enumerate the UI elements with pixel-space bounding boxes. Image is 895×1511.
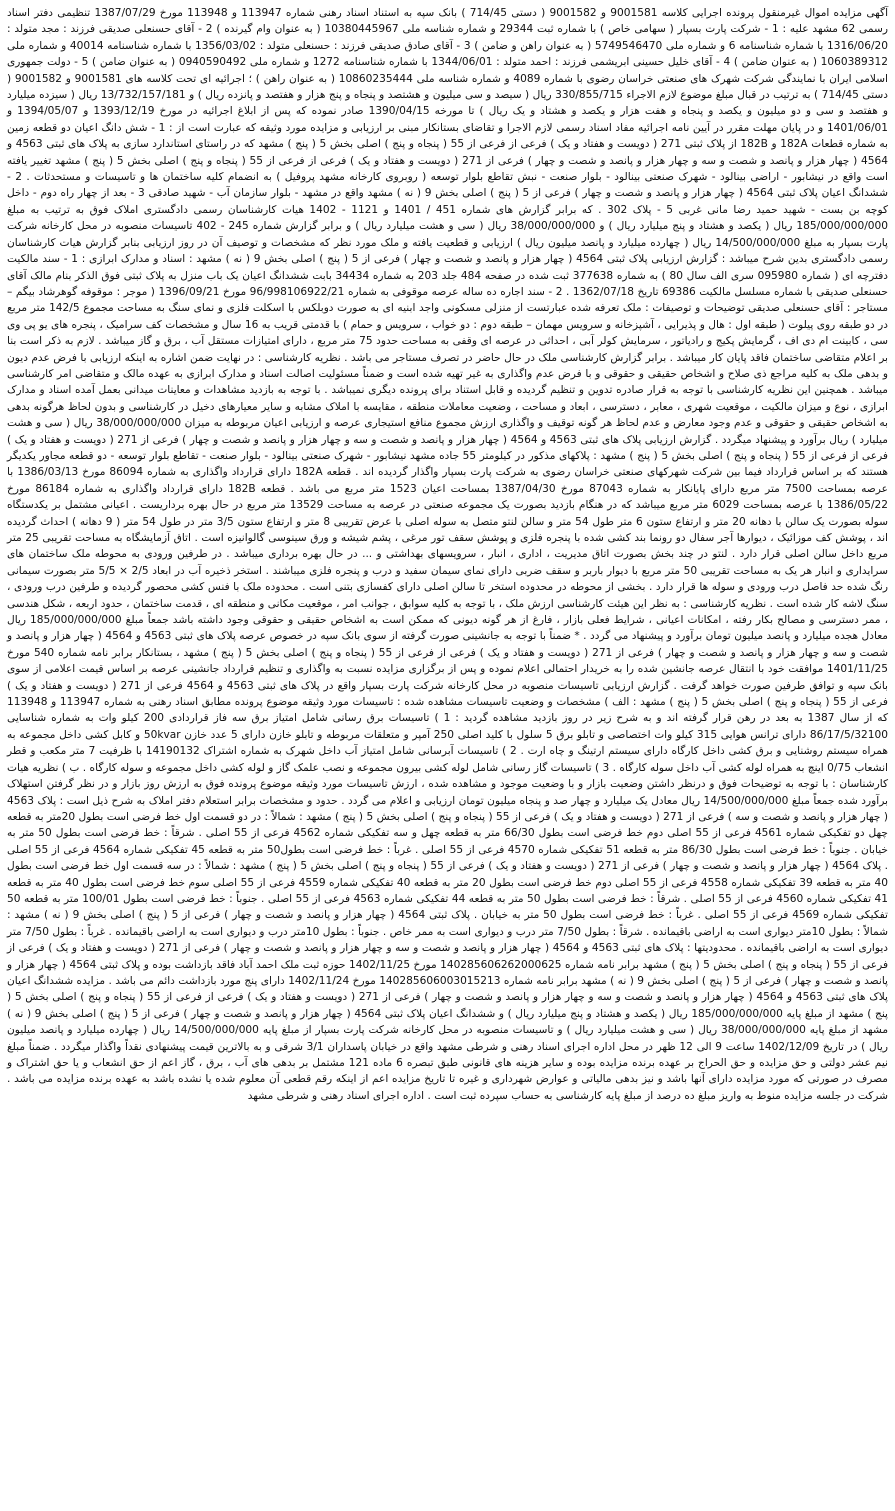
auction-notice-text: آگهی مزایده اموال غیرمنقول پرونده اجرایی کلاسه 9001581 و 9001582 ( دستی 714/45 ) بانک سپه به استناد اسناد رهنی شماره 113947 و 113948 مورخ 1387/07/29 تنظیمی دفتر اسناد رسمی 62 مشهد علیه : 1 - شرکت پارت بسپار ( سهامی خاص ) با شماره ثبت 29344 و شماره شناسه ملی 10380445967 ( به عنوان وام گیرنده ) 2 - آقای حسنعلی صدیقی فرزند : مجد متولد : 1316/06/20 با شماره شناسنامه 6 و شماره ملی 5749546470 ( به عنوان راهن و ضامن ) 3 - آقای صادق صدیقی فرزند : حسنعلی متولد : 1356/03/02 با شماره شناسنامه 40014 و شماره ملی 1060389312 ( به عنوان ضامن ) 4 - آقای خلیل حسینی ابریشمی فرزند : احمد متولد : 1344/06/01 با شماره شناسنامه 1272 و شماره ملی 0940590492 ( به عنوان ضامن ) 5 - دولت جمهوری اسلامی ایران با نمایندگی شرکت شهرک های صنعتی خراسان رضوی با شماره 4089 و شماره شناسه ملی 10860235444 ( به عنوان راهن ) ؛ اجرائیه ای تحت کلاسه های 9001581 و 9001582 ( دستی 714/45 ) به ترتیب در قبال مبلغ موضوع لازم الاجراء 330/855/715 ریال ( سیصد و سی میلیون و هشتصد و پنجاه و پنج هزار و هفتصد و پانزده ریال ) و 13/732/157/181 ریال ( سیزده میلیارد و هفتصد و سی و دو میلیون و یکصد و پنجاه و هفت هزار و یکصد و هشتاد و یک ریال ) تا مورخه 1390/04/15 صادر نموده که پس از ابلاغ اجرائیه در مورخ 1393/12/19 و 1394/05/07 و 1401/06/01 و در پایان مهلت مقرر در آیین نامه اجرائیه مفاد اسناد رسمی لازم الاجرا و تقاضای بستانکار مبنی بر ارزیابی و مزایده مورد وثیقه که عبارت است از : 1 - شش دانگ اعیان دو قطعه زمین به شماره قطعات 182A و 182B از پلاک ثبتی 271 ( دویست و هفتاد و یک ) فرعی از فرعی از 55 ( پنجاه و پنج ) اصلی بخش 5 ( پنج ) مشهد که در راستای استاندارد سازی به پلاک های ثبتی 4563 و 4564 ( چهار هزار و پانصد و شصت و سه و چهار هزار و پانصد و شصت و چهار ) فرعی از 271 ( دویست و هفتاد و یک ) فرعی از فرعی از 55 ( پنجاه و پنج ) اصلی بخش 5 ( پنج ) مشهد تغییر یافته است واقع در نیشابور - اراضی بینالود - شهرک صنعتی بینالود - بلوار صنعت - نبش تقاطع بلوار توسعه ( روبروی کارخانه مشهد پروفیل ) به انضمام کلیه ساختمان ها و تاسیسات و مستحدثات . 2 - ششدانگ اعیان پلاک ثبتی 4564 ( چهار هزار و پانصد و شصت و چهار ) فرعی از 5 ( پنج ) اصلی بخش 9 ( نه ) مشهد واقع در مشهد - بلوار سازمان آب - شهید صادقی 3 - بعد از چهار راه دوم - داخل کوچه بن بست - شهید حمید رضا مانی غربی 5 - پلاک 302 . که برابر گزارش های شماره 451 / 1401 و 1121 - 1402 هیات کارشناسان رسمی دادگستری املاک فوق به ترتیب به مبلغ 185/000/000/000 ریال ( یکصد و هشتاد و پنج میلیارد ریال ) و 38/000/000/000 ریال ( سی و هشت میلیارد ریال ) و برابر گزارش شماره 245 - 402 تاسیسات منصوبه در محل کارخانه شرکت پارت بسپار به مبلغ 14/500/000/000 ریال ( چهارده میلیارد و پانصد میلیون ریال ) ارزیابی و قطعیت یافته و ملک مورد نظر که مشخصات و توصیف آن در روز ارزیابی بنابر گزارش هیات کارشناسان رسمی دادگستری بدین شرح میباشد : گزارش ارزیابی پلاک ثبتی 4564 ( چهار هزار و پانصد و شصت و چهار ) فرعی از 5 ( پنج ) اصلی بخش 9 ( نه ) مشهد : اسناد و مدارک ابرازی : 1 - سند مالکیت دفترچه ای ( شماره 095980 سری الف سال 80 ) به شماره 377638 ثبت شده در صفحه 484 جلد 203 به شماره 34434 بابت ششدانگ اعیان یک باب منزل به پلاک ثبتی فوق الذکر بنام مالک آقای حسنعلی صدیقی با شماره مسلسل مالکیت 69386 تاریخ 1362/07/18 . 2 - سند اجاره ده ساله عرصه موقوفی به شماره 96/998106922/21 مورخ 1396/09/21 ( موجر : موقوفه گوهرشاد بیگم – مستاجر : آقای حسنعلی صدیقی توضیحات و توصیفات : ملک تعرفه شده عبارتست از منزلی مسکونی واجد ابنیه ای به صورت دوبلکس با اسکلت فلزی و نمای سنگ به مساحت مجموع 142/5 متر مربع در دو طبقه روی پیلوت ( طبقه اول : هال و پذیرایی ، آشپزخانه و سرویس مهمان – طبقه دوم : دو خواب ، سرویس و حمام ) با قدمتی قریب به 16 سال و مشخصات کف سرامیک ، پنجره های یو پی وی سی ، کابینت ام دی اف ، گرمایش پکیج و رادیاتور ، سرمایش کولر آبی ، احداثی در عرصه ای وقفی به مساحت حدود 75 متر مربع ، دارای امتیازات مستقل آب ، برق و گاز میباشد . لازم به ذکر است بنا بر اعلام متقاضی ساختمان فاقد پایان کار میباشد . برابر گزارش کارشناسی ملک در حال حاضر در تصرف مستاجر می باشد . نظریه کارشناسی : در نهایت ضمن اشاره به اینکه ارزیابی با فرض عدم دیون و بدهی ملک به کلیه مراجع ذی صلاح و اشخاص حقیقی و حقوقی و با فرض عدم واگذاری به غیر تهیه شده است و ضمناً مسئولیت اصالت اسناد و مدارک ابرازی به عهده مالک و متقاضی امر کارشناسی میباشد . همچنین این نظریه کارشناسی با توجه به قرار صادره تدوین و تنظیم گردیده و قابل استناد برای پرونده دیگری نمیباشد . با توجه به بازدید مشاهدات و معاینات میدانی بعمل آمده اسناد و مدارک ابرازی ، نوع و میزان مالکیت ، موقعیت شهری ، معابر ، دسترسی ، ابعاد و مساحت ، وضعیت معاملات منطقه ، مقایسه با املاک مشابه و سایر معیارهای دخیل در کارشناسی و بدون لحاظ هرگونه بدهی به اشخاص حقیقی و حقوقی و عدم وجود معارض و عدم لحاظ هر گونه توقیف و واگذاری ارزش مجموع منافع استیجاری عرصه و ارزیابی اعیان مربوطه به میزان 38/000/000/000 ریال ( سی و هشت میلیارد ) ریال برآورد و پیشنهاد میگردد . گزارش ارزیابی پلاک های ثبتی 4563 و 4564 ( چهار هزار و پانصد و شصت و سه و چهار هزار و پانصد و شصت و چهار ) فرعی از 271 ( دویست و هفتاد و یک ) فرعی از فرعی از 55 ( پنجاه و پنج ) اصلی بخش 5 ( پنج ) مشهد : پلاکهای مذکور در کیلومتر 55 جاده مشهد نیشابور - شهرک صنعتی بینالود - بلوار صنعت - تقاطع بلوار توسعه - دو قطعه مجاور یکدیگر هستند که بر اساس قرارداد فیما بین شرکت شهرکهای صنعتی خراسان رضوی به شرکت پارت بسپار واگذار گردیده اند . قطعه 182A دارای قرارداد واگذاری به شماره 86094 مورخ 1386/03/13 با عرصه بمساحت 7500 متر مربع دارای پایانکار به شماره 87043 مورخ 1387/04/30 بمساحت اعیان 1523 متر مربع می باشد . قطعه 182B دارای قرارداد واگذاری به شماره 86184 مورخ 1386/05/22 با عرصه بمساحت 6029 متر مربع میباشد که در هنگام بازدید بصورت یک مجموعه صنعتی در عرصه به مساحت 13529 متر مربع در حال بهره برداریست . اعیانی مشتمل بر یکدستگاه سوله بصورت یک سالن با دهانه 20 متر و ارتفاع ستون 6 متر طول 54 متر و سالن لنتو متصل به سوله اصلی با عرض تقریبی 8 متر و ارتفاع ستون 3/5 متر در طول 54 متر ( 9 دهانه ) احداث گردیده اند ، پوشش کف موزائیک ، دیوارها آجر سفال دو رونما بند کشی شده با پنجره فلزی و پوشش سقف تور مرغی ، پشم شیشه و ورق سینوسی گالوانیزه است . اتاق آزمایشگاه به مساحت تقریبی 25 متر مربع داخل سالن اصلی قرار دارد . لنتو در چند بخش بصورت اتاق مدیریت ، اداری ، انبار ، سرویسهای بهداشتی و ... در حال بهره برداری میباشد . در طرفین ورودی به محوطه ملک ساختمان های سرایداری و انبار هر یک به مساحت تقریبی 50 متر مربع با دیوار باربر و سقف ضربی دارای نمای سیمان سفید و درب و پنجره فلزی میباشند . استخر ذخیره آب در ابعاد 2/5 × 5/5 متر بصورت سیمانی رنگ شده حد فاصل درب ورودی و سوله ها قرار دارد . بخشی از محوطه در محدوده استخر تا سالن اصلی دارای کفسازی بتنی است . محدوده ملک با فنس کشی محصور گردیده و طرفین درب ورودی ، سنگ لاشه کار شده است . نظریه کارشناسی : به نظر این هیئت کارشناسی ارزش ملک ، با توجه به کلیه سوابق ، جوانب امر ، موقعیت مکانی و منطقه ای ، قدمت ساختمان ، حدود اربعه ، شکل هندسی ، ممر دسترسی و مصالح بکار رفته ، امکانات اعیانی ، شرایط فعلی بازار ، فارغ از هر گونه دیونی که ممکن است به اشخاص حقیقی و حقوقی وجود داشته باشد جمعاً مبلغ 185/000/000/000 ریال معادل هجده میلیارد و پانصد میلیون تومان برآورد و پیشنهاد می گردد . * ضمناً با توجه به جانشینی صورت گرفته از سوی بانک سپه در خصوص عرصه پلاک های ثبتی 4563 و 4564 ( چهار هزار و پانصد و شصت و سه و چهار هزار و پانصد و شصت و چهار ) فرعی از 271 ( دویست و هفتاد و یک ) فرعی از فرعی از 55 ( پنجاه و پنج ) اصلی بخش 5 ( پنج ) مشهد ، بستانکار برابر نامه شماره 540 مورخ 1401/11/25 موافقت خود با انتقال عرصه جانشین شده را به خریدار احتمالی اعلام نموده و پس از برگزاری مزایده نسبت به واگذاری و تنظیم قرارداد جانشینی عرصه بر اساس قیمت اعلامی از سوی بانک سپه و توافق طرفین صورت خواهد گرفت . گزارش ارزیابی تاسیسات منصوبه در محل کارخانه شرکت پارت بسپار واقع در پلاک های ثبتی 4563 و 4564 فرعی از 271 ( دویست و هفتاد و یک ) فرعی از 55 ( پنجاه و پنج ) اصلی بخش 5 ( پنج ) مشهد : الف ) مشخصات و وضعیت تاسیسات مشاهده شده : تاسیسات مورد وثیقه موضوع پرونده مطابق اسناد رهنی به شماره 113947 و 113948 که از سال 1387 به بعد در رهن قرار گرفته اند و به شرح زیر در روز بازدید مشاهده گردید : 1 ) تاسیسات برق رسانی شامل امتیاز برق سه فاز قراردادی 200 کیلو وات به شماره شناسایی 86/17/5/32100 دارای ترانس هوایی 315 کیلو وات اختصاصی و تابلو برق 5 سلول با کلید اصلی 250 آمپر و متعلقات مربوطه و تابلو خازن دارای 5 عدد خازن 50kvar و کابل کشی داخل مجموعه به همراه سیستم روشنایی و برق کشی داخل کارگاه دارای سیستم ارتینگ و چاه ارت . 2 ) تاسیسات آبرسانی شامل امتیاز آب داخل شهرک به شماره اشتراک 14190132 با ظرفیت 7 متر مکعب و قطر انشعاب 0/75 اینچ به همراه لوله کشی آب داخل سوله کارگاه . 3 ) تاسیسات گاز رسانی شامل لوله کشی بیرون مجموعه و نصب علمک گاز و لوله کشی داخل مجموعه و سوله کارگاه . ب ) نظریه هیات کارشناسان : با توجه به توضیحات فوق و درنظر داشتن وضعیت بازار و با وضعیت موجود و مشاهده شده ، ارزش تاسیسات مورد وثیقه موضوع پرونده فوق به ارزش روز بازار و در نظر گرفتن استهلاک برآورد شده جمعاً مبلغ 14/500/000/000 ریال معادل یک میلیارد و چهار صد و پنجاه میلیون تومان ارزیابی و اعلام می گردد . حدود و مشخصات برابر استعلام دفتر املاک به شرح ذیل است : پلاک 4563 ( چهار هزار و پانصد و شصت و سه ) فرعی از 271 ( دویست و هفتاد و یک ) فرعی از 55 ( پنجاه و پنج ) اصلی بخش 5 ( پنج ) مشهد : شمالاً : در دو قسمت اول خط فرضی است بطول 20متر به قطعه چهل دو تفکیکی شماره 4561 فرعی از 55 اصلی دوم خط فرضی است بطول 66/30 متر به قطعه چهل و سه تفکیکی شماره 4562 فرعی از 55 اصلی . شرقاً : خط فرضی است بطول 50 متر به خیابان . جنوباً : خط فرضی است بطول 86/30 متر به قطعه 51 تفکیکی شماره 4570 فرعی از 55 اصلی . غرباً : خط فرضی است بطول50 متر به قطعه 45 تفکیکی شماره 4564 فرعی از 55 اصلی . پلاک 4564 ( چهار هزار و پانصد و شصت و چهار ) فرعی از 271 ( دویست و هفتاد و یک ) فرعی از 55 ( پنجاه و پنج ) اصلی بخش 5 ( پنج ) مشهد : شمالاً : در سه قسمت اول خط فرضی است بطول 40 متر به قطعه 39 تفکیکی شماره 4558 فرعی از 55 اصلی دوم خط فرضی است بطول 20 متر به قطعه 40 تفکیکی شماره 4559 فرعی از 55 اصلی سوم خط فرضی است بطول 40 متر به قطعه 41 تفکیکی شماره 4560 فرعی از 55 اصلی . شرقاً : خط فرضی است بطول 50 متر به قطعه 44 تفکیکی شماره 4563 فرعی از 55 اصلی . جنوباً : خط فرضی است بطول 100/01 متر به قطعه 50 تفکیکی شماره 4569 فرعی از 55 اصلی . غرباً : خط فرضی است بطول 50 متر به خیابان . پلاک ثبتی 4564 ( چهار هزار و پانصد و شصت و چهار ) فرعی از 5 ( پنج ) اصلی بخش 9 ( نه ) مشهد : شمالاً : بطول 10متر دیواری است به اراضی باقیمانده . شرقاً : بطول 7/50 متر درب و دیواری است به ممر خاص . جنوباً : بطول 10متر درب و دیواری است به اراضی باقیمانده . غرباً : بطول 7/50 متر دیواری است به اراضی باقیمانده . محدودیتها : پلاک های ثبتی 4563 و 4564 ( چهار هزار و پانصد و شصت و سه و چهار هزار و پانصد و شصت و چهار ) فرعی از 271 ( دویست و هفتاد و یک ) فرعی از فرعی از 55 ( پنجاه و پنج ) اصلی بخش 5 ( پنج ) مشهد برابر نامه شماره 140285606262000625 مورخ 1402/11/25 حوزه ثبت ملک احمد آباد فاقد بازداشت بوده و پلاک ثبتی 4564 ( چهار هزار و پانصد و شصت و چهار ) فرعی از 5 ( پنج ) اصلی بخش 9 ( نه ) مشهد برابر نامه شماره 140285606003015213 مورخ 1402/11/24 دارای پنج مورد بازداشت دائم می باشد . مزایده ششدانگ اعیان پلاک های ثبتی 4563 و 4564 ( چهار هزار و پانصد و شصت و سه و چهار هزار و پانصد و شصت و چهار ) فرعی از 271 ( دویست و هفتاد و یک ) فرعی از فرعی از 55 ( پنجاه و پنج ) اصلی بخش 5 ( پنج ) مشهد از مبلغ پایه 185/000/000/000 ریال ( یکصد و هشتاد و پنج میلیارد ریال ) و ششدانگ اعیان پلاک ثبتی 4564 ( چهار هزار و پانصد و شصت و چهار ) فرعی از 5 ( پنج ) اصلی بخش 9 ( نه ) مشهد از مبلغ پایه 38/000/000/000 ریال ( سی و هشت میلیارد ریال ) و تاسیسات منصوبه در محل کارخانه شرکت پارت بسپار از مبلغ پایه 14/500/000/000 ریال ( چهارده میلیارد و پانصد میلیون ریال ) در تاریخ 1402/12/09 ساعت 9 الی 12 ظهر در محل اداره اجرای اسناد رهنی و شرطی مشهد واقع در خیابان پاسداران 3/1 شرقی و به بالاترین قیمت پیشنهادی نقداً واگذار میگردد . ضمناً مبلغ نیم عشر دولتی و حق مزایده و حق الحراج بر عهده برنده مزایده بوده و سایر هزینه های قانونی طبق تبصره 6 ماده 121 مشتمل بر بدهی های آب ، برق ، گاز اعم از حق انشعاب و یا حق اشتراک و مصرف در صورتی که مورد مزایده دارای آنها باشد و نیز بدهی مالیاتی و عوارض شهرداری و غیره تا تاریخ مزایده اعم از اینکه رقم قطعی آن معلوم شده یا نشده باشد به عهده برنده مزایده می باشد . شرکت در جلسه مزایده منوط به واریز مبلغ ده درصد از مبلغ پایه کارشناسی به حساب سپرده ثبت است . اداره اجرای اسناد رهنی و شرطی مشهد <box>7 7 889 1102</box>
